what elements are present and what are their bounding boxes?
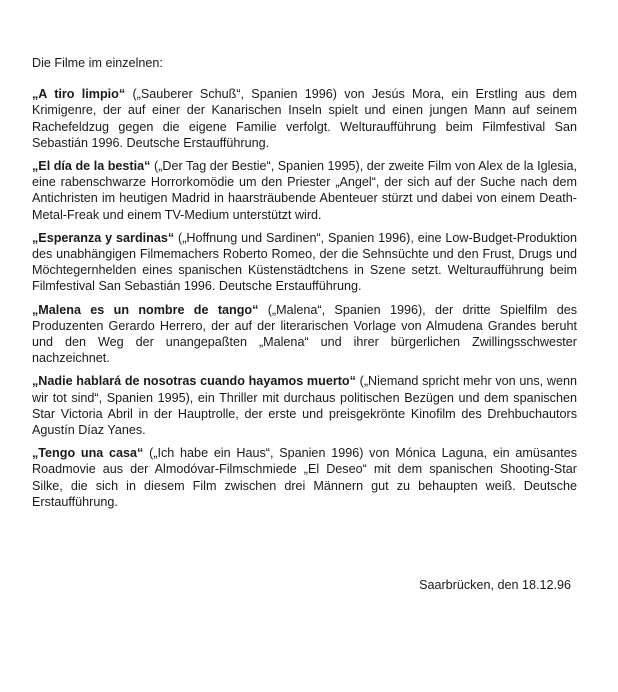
film-entry: [32, 158, 577, 223]
place-date-signoff: Saarbrücken, den 18.12.96: [419, 578, 571, 592]
intro-line: Die Filme im einzelnen:: [32, 56, 163, 70]
film-title: „El día de la bestia“: [32, 159, 151, 174]
film-description: („Malena“, Spanien 1996), der dritte Spielfilm des Produzenten Gerardo Herrero, der auf der literarischen Vorlage von Almudena Grandes beruht und den Weg der unangepaßten „Malena“ und ihrer bürgerlichen Zwillingsschwester nachzeichnet.: [32, 302, 577, 366]
film-entry: [32, 373, 577, 438]
film-description: („Sauberer Schuß“, Spanien 1996) von Jesús Mora, ein Erstling aus dem Krimigenre, der auf einer der Kanarischen Inseln spielt und einen jungen Mann auf seinem Rachefeldzug gegen die eigene Familie verfolgt. Welturaufführung beim Filmfestival San Sebastián 1996. Deutsche Erstaufführung.: [32, 87, 577, 150]
film-description: („Der Tag der Bestie“, Spanien 1995), der zweite Film von Alex de la Iglesia, eine rabenschwarze Horrorkomödie um den Priester „Angel“, der sich auf der Suche nach dem Antichristen im heutigen Madrid in haarsträubende Abenteuer stürzt und dabei von einem Death-Metal-Freak und einem TV-Medium unterstützt wird.: [32, 159, 577, 222]
film-title: „Nadie hablará de nosotras cuando hayamos muerto“: [32, 374, 356, 389]
film-title: „A tiro limpio“: [32, 87, 126, 102]
film-description: („Niemand spricht mehr von uns, wenn wir tot sind“, Spanien 1995), ein Thriller mit durchaus politischen Bezügen und dem spanischen Star Victoria Abril in der Hauptrolle, der erste und preisgekrönte Kinofilm des Drehbuchautors Agustín Díaz Yanes.: [32, 374, 577, 438]
film-entry: [32, 86, 577, 151]
film-entry: [32, 445, 577, 510]
film-title: „Tengo una casa“: [32, 446, 144, 461]
film-entry: [32, 302, 577, 367]
film-description: („Hoffnung und Sardinen“, Spanien 1996), eine Low-Budget-Produktion des unabhängigen Filmemachers Roberto Romeo, der die Sehnsüchte und den Frust, Drugs und Möchtegernhelden eines spanischen Küstenstädtchens in Szene setzt. Welturaufführung beim Filmfestival San Sebastián 1996. Deutsche Erstaufführung.: [32, 230, 578, 294]
document-body: [32, 55, 577, 517]
film-entry: [32, 230, 577, 295]
film-title: „Esperanza y sardinas“: [32, 230, 175, 245]
film-title: „Malena es un nombre de tango“: [32, 302, 259, 317]
film-description: („Ich habe ein Haus“, Spanien 1996) von Mónica Laguna, ein amüsantes Roadmovie aus der Almodóvar-Filmschmiede „El Deseo“ mit dem spanischen Shooting-Star Silke, die sich in diesem Film zwischen drei Männern gut zu behaupten weiß. Deutsche Erstaufführung.: [32, 446, 578, 509]
